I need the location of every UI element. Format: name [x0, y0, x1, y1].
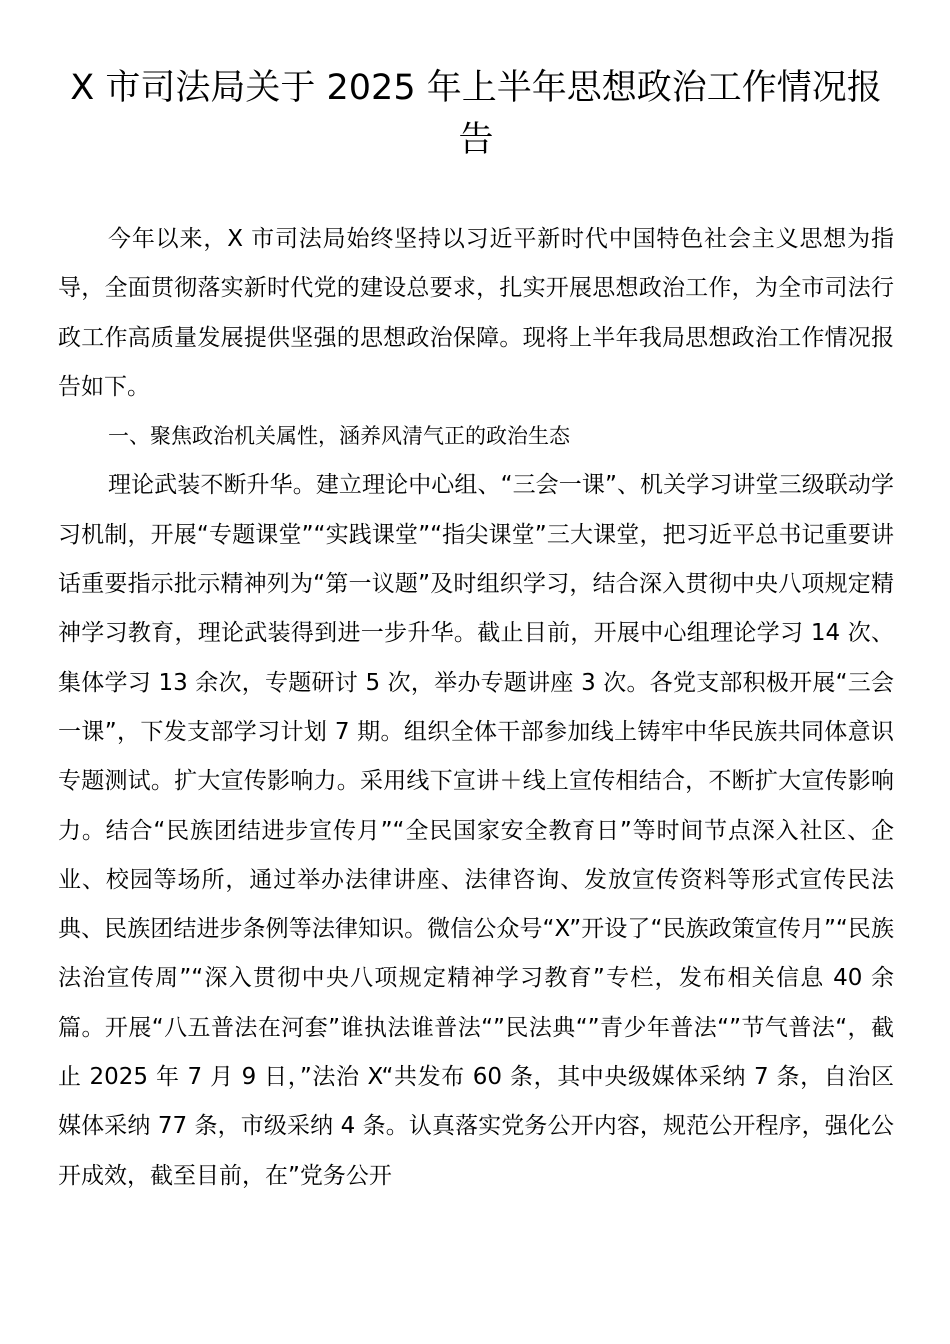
section-heading: 一、聚焦政治机关属性，涵养风清气正的政治生态 — [108, 424, 570, 449]
body-paragraph: 理论武装不断升华。建立理论中心组、“三会一课”、机关学习讲堂三级联动学习机制，开展“专题课堂”“实践课堂”“指尖课堂”三大课堂，把习近平总书记重要讲话重要指示批示精神列为“第一议题”及时组织学习，结合深入贯彻中央八项规定精神学习教育，理论武装得到进一步升华。截止目前，开展中心组理论学习 14 次、集体学习 13 余次，专题研讨 5 次，举办专题讲座 3 次。各党支部积极开展“三会一课”，下发支部学习计划 7 期。组织全体干部参加线上铸牢中华民族共同体意识专题测试。扩大宣传影响力。采用线下宣讲＋线上宣传相结合，不断扩大宣传影响力。结合“民族团结进步宣传月”“全民国家安全教育日”等时间节点深入社区、企业、校园等场所，通过举办法律讲座、法律咨询、发放宣传资料等形式宣传民法典、民族团结进步条例等法律知识。微信公众号“X”开设了“民族政策宣传月”“民族法治宣传周”“深入贯彻中央八项规定精神学习教育”专栏，发布相关信息 40 余篇。开展“八五普法在河套”谁执法谁普法“”民法典“”青少年普法“”节气普法“，截止 2025 年 7 月 9 日，”法治 X“共发布 60 条，其中央级媒体采纳 7 条，自治区媒体采纳 77 条，市级采纳 4 条。认真落实党务公开内容，规范公开程序，强化公开成效，截至目前，在”党务公开 — [58, 472, 894, 1189]
intro-paragraph: 今年以来，X 市司法局始终坚持以习近平新时代中国特色社会主义思想为指导，全面贯彻落实新时代党的建设总要求，扎实开展思想政治工作，为全市司法行政工作高质量发展提供坚强的思想政治保障。现将上半年我局思想政治工作情况报告如下。 — [58, 226, 894, 400]
document-body — [58, 215, 894, 1201]
document-title: X 市司法局关于 2025 年上半年思想政治工作情况报告 — [70, 68, 882, 160]
